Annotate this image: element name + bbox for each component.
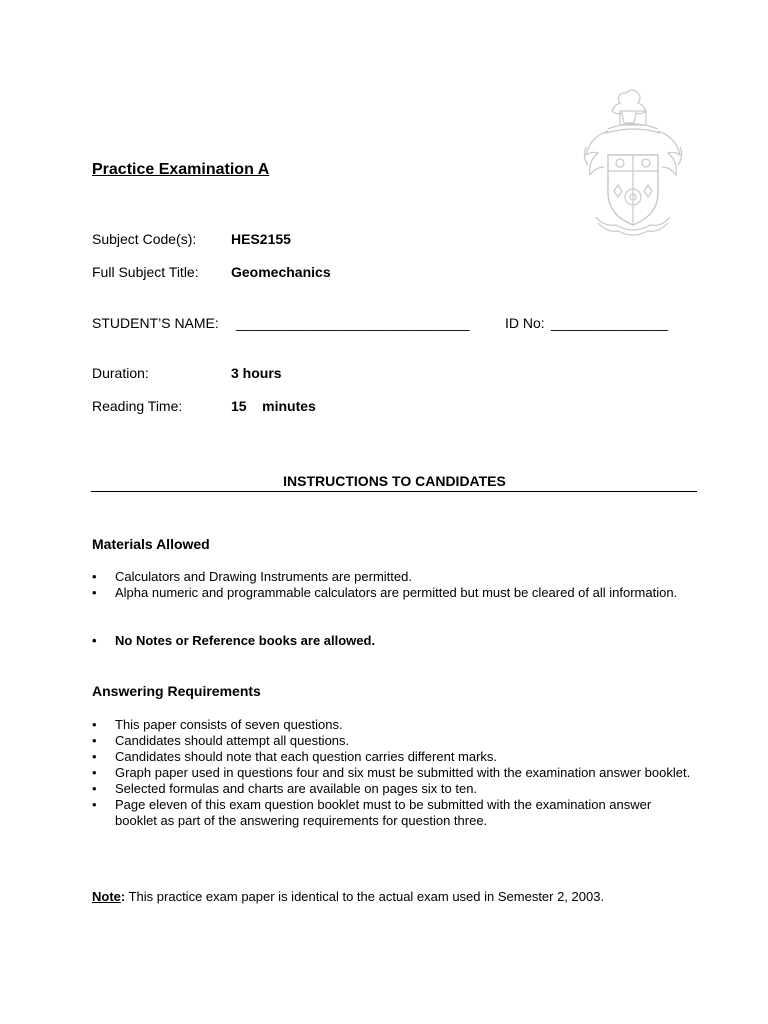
bullet-icon: •	[92, 633, 97, 648]
subject-code-value: HES2155	[231, 231, 291, 247]
note-colon: :	[120, 889, 126, 904]
list-item: • No Notes or Reference books are allowed.	[92, 633, 376, 648]
reading-time-value: 15 minutes	[231, 398, 316, 414]
exam-title: Practice Examination A	[92, 161, 270, 178]
materials-heading: Materials Allowed	[92, 536, 210, 552]
bullet-icon: •	[92, 781, 97, 796]
materials-bold-list	[92, 633, 692, 649]
bullet-icon: •	[92, 569, 97, 584]
list-item: • Graph paper used in questions four and six must be submitted with the examination answer booklet.	[92, 765, 691, 780]
bullet-icon: •	[92, 797, 97, 812]
subject-code-label: Subject Code(s):	[92, 231, 197, 247]
note-label: Note	[92, 889, 121, 904]
student-name-label: STUDENT’S NAME:	[92, 315, 219, 331]
duration-label: Duration:	[92, 365, 149, 381]
note-paragraph	[92, 889, 604, 904]
list-item: • Page eleven of this exam question booklet must to be submitted with the examination answer booklet as part of the answering requirements for question three.	[92, 797, 652, 828]
note-text: This practice exam paper is identical to the actual exam used in Semester 2, 2003.	[125, 889, 605, 904]
list-item: • Candidates should attempt all questions.	[92, 733, 350, 748]
materials-list	[92, 569, 692, 601]
list-item: • Selected formulas and charts are available on pages six to ten.	[92, 781, 478, 796]
reading-time-label: Reading Time:	[92, 398, 183, 414]
id-field[interactable]: _______________	[551, 315, 668, 331]
list-item: • This paper consists of seven questions.	[92, 717, 343, 732]
university-crest-icon	[578, 85, 688, 240]
bullet-icon: •	[92, 717, 97, 732]
subject-title-label: Full Subject Title:	[92, 264, 199, 280]
subject-title-value: Geomechanics	[231, 264, 331, 280]
bullet-icon: •	[92, 749, 97, 764]
id-label: ID No:	[505, 315, 545, 331]
duration-value: 3 hours	[231, 365, 282, 381]
instructions-heading: INSTRUCTIONS TO CANDIDATES	[283, 473, 506, 489]
list-item: • Alpha numeric and programmable calculators are permitted but must be cleared of all information.	[92, 585, 678, 600]
bullet-icon: •	[92, 585, 97, 600]
bullet-icon: •	[92, 733, 97, 748]
list-item: • Calculators and Drawing Instruments are permitted.	[92, 569, 412, 584]
list-item: • Candidates should note that each question carries different marks.	[92, 749, 498, 764]
section-divider	[91, 491, 697, 492]
student-name-field[interactable]: ______________________________	[236, 315, 470, 331]
answering-list	[92, 717, 692, 829]
answering-heading: Answering Requirements	[92, 683, 261, 699]
bullet-icon: •	[92, 765, 97, 780]
